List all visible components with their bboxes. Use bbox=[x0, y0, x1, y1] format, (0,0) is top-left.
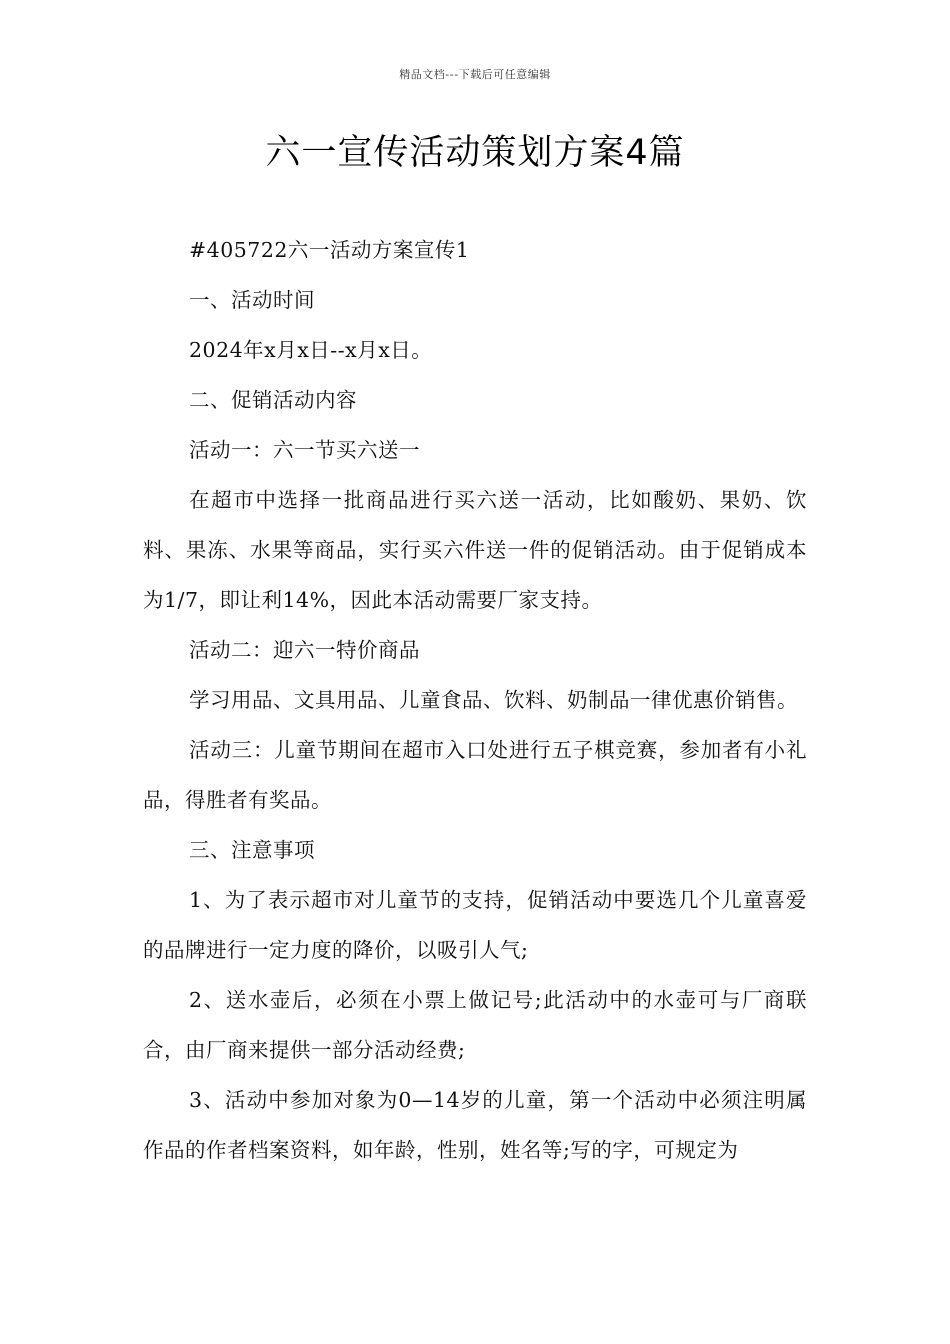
note-item-1: 1、为了表示超市对儿童节的支持，促销活动中要选几个儿童喜爱的品牌进行一定力度的降价，以吸引人气; bbox=[143, 888, 807, 962]
activity-two-title: 活动二：迎六一特价商品 bbox=[189, 638, 420, 662]
activity-one-description: 在超市中选择一批商品进行买六送一活动，比如酸奶、果奶、饮料、果冻、水果等商品，实行买六件送一件的促销活动。由于促销成本为1/7，即让利14%，因此本活动需要厂家支持。 bbox=[143, 488, 807, 612]
activity-two-description: 学习用品、文具用品、儿童食品、饮料、奶制品一律优惠价销售。 bbox=[189, 688, 798, 712]
heading-activity-time: 一、活动时间 bbox=[189, 288, 315, 312]
note-item-2: 2、送水壶后，必须在小票上做记号;此活动中的水壶可与厂商联合，由厂商来提供一部分活动经费; bbox=[143, 988, 807, 1062]
activity-one-title: 活动一：六一节买六送一 bbox=[189, 438, 420, 462]
activity-date-range: 2024年x月x日--x月x日。 bbox=[189, 338, 433, 362]
activity-three-description: 活动三：儿童节期间在超市入口处进行五子棋竞赛，参加者有小礼品，得胜者有奖品。 bbox=[143, 738, 807, 812]
document-title: 六一宣传活动策划方案4篇 bbox=[265, 133, 685, 173]
document-body bbox=[143, 225, 807, 1175]
heading-notes: 三、注意事项 bbox=[189, 838, 315, 862]
header-note: 精品文档---下载后可任意编辑 bbox=[399, 68, 551, 81]
section-reference: #405722六一活动方案宣传1 bbox=[189, 238, 470, 262]
heading-promotion-content: 二、促销活动内容 bbox=[189, 388, 357, 412]
note-item-3: 3、活动中参加对象为0—14岁的儿童，第一个活动中必须注明属作品的作者档案资料，如年龄，性别，姓名等;写的字，可规定为 bbox=[143, 1088, 807, 1162]
